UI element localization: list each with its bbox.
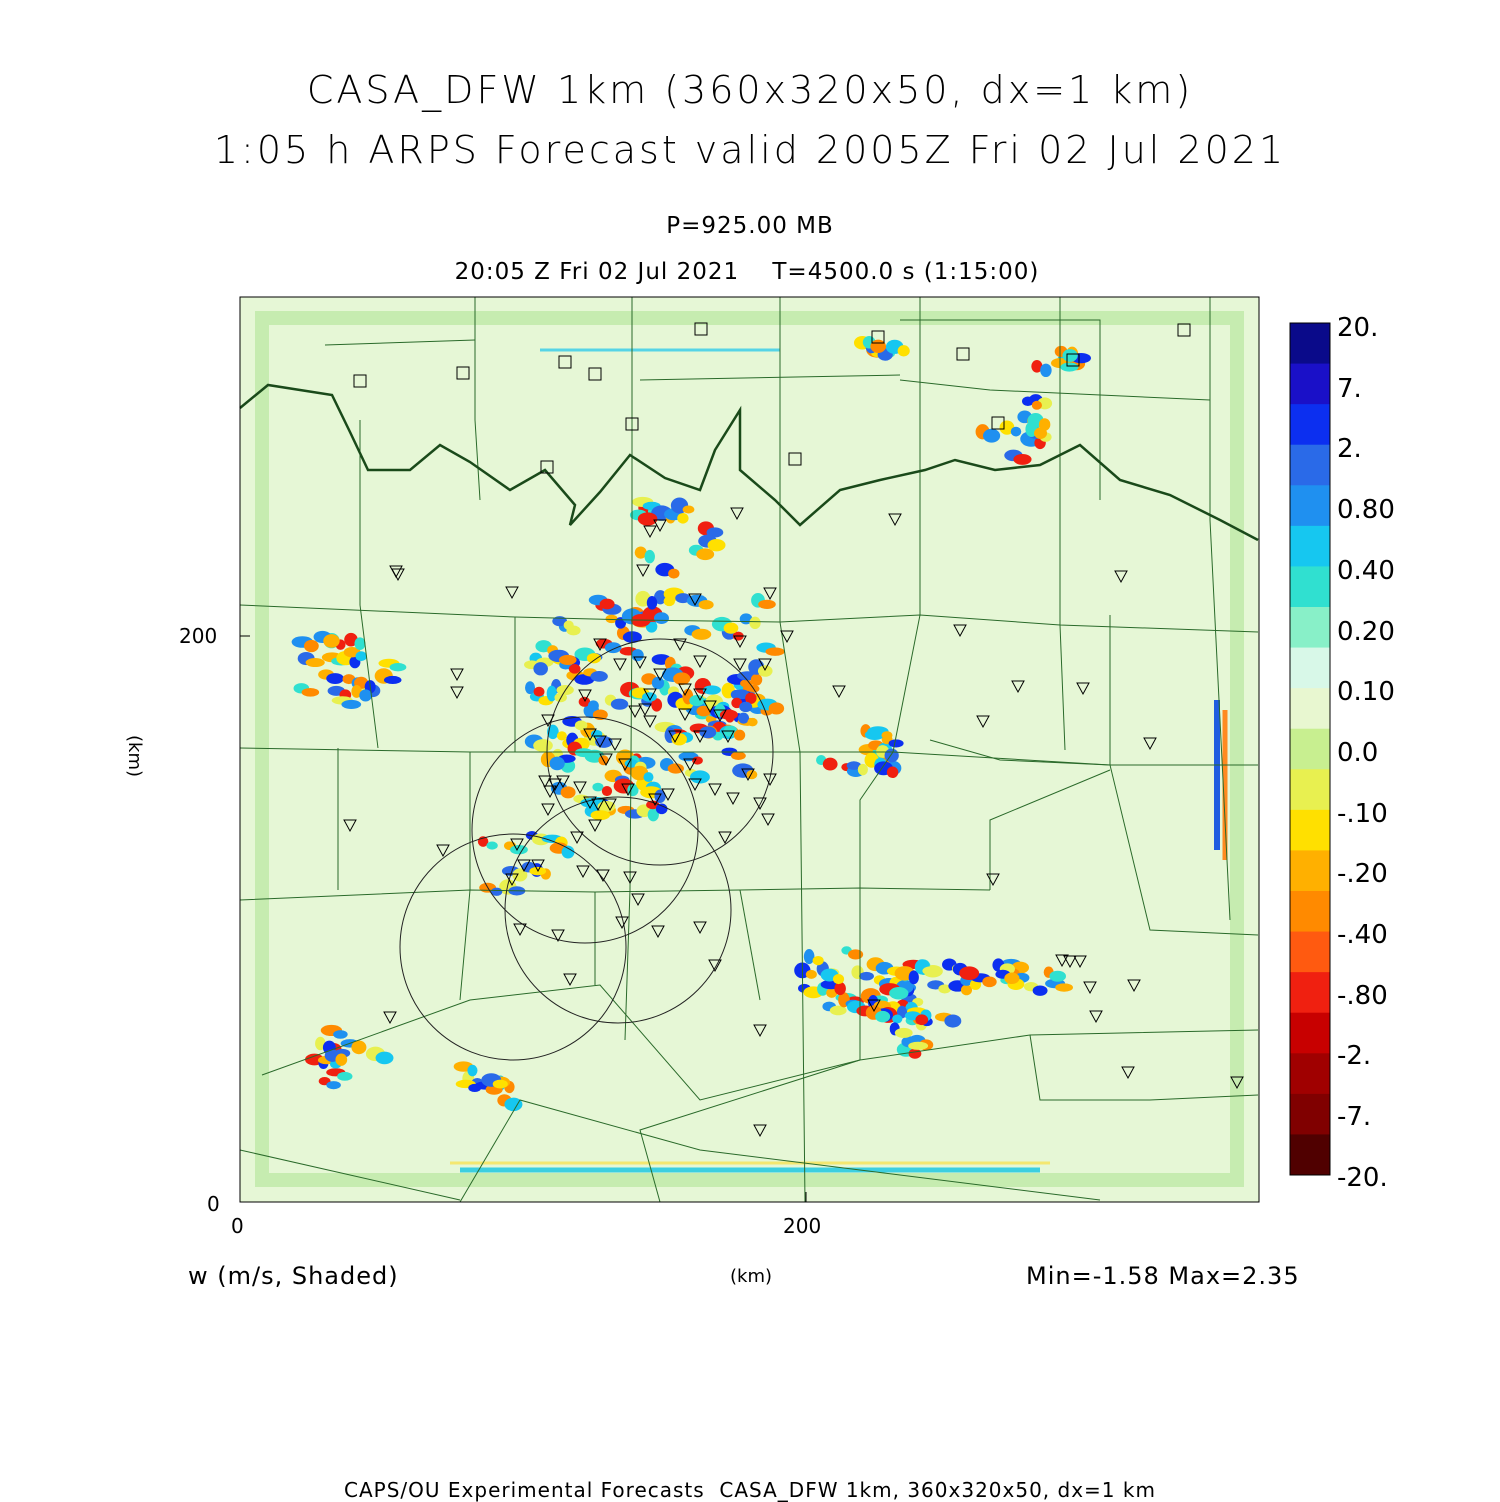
w-blob [983, 429, 1000, 443]
w-blob [982, 976, 996, 987]
w-blob [738, 713, 749, 724]
w-blob [959, 966, 979, 980]
w-blob [525, 681, 535, 694]
w-blob [602, 786, 612, 796]
colorbar-label: -.40 [1337, 920, 1388, 950]
w-blob [569, 664, 581, 674]
w-blob [493, 1080, 508, 1089]
colorbar-swatch [1290, 850, 1330, 891]
y-tick-0: 0 [207, 1192, 220, 1216]
w-blob [351, 1040, 366, 1054]
w-blob [575, 748, 593, 757]
w-blob [734, 730, 745, 741]
colorbar-label: 2. [1337, 434, 1362, 465]
colorbar-label: -7. [1337, 1102, 1372, 1133]
w-blob [1062, 349, 1077, 362]
colorbar-swatch [1290, 972, 1330, 1013]
w-blob [898, 345, 910, 356]
colorbar-label: -.20 [1337, 859, 1388, 890]
w-blob [302, 688, 320, 697]
w-blob [909, 1048, 922, 1058]
w-blob [654, 612, 669, 624]
w-blob [333, 1030, 348, 1039]
colorbar-swatch [1290, 648, 1330, 689]
title-line-1: CASA_DFW 1km (360x320x50, dx=1 km) [306, 68, 1194, 112]
w-blob [747, 718, 757, 726]
w-blob [668, 569, 679, 579]
w-blob [468, 1084, 481, 1092]
colorbar [1290, 323, 1330, 1176]
w-blob [643, 772, 653, 782]
w-blob [592, 783, 603, 792]
w-blob [337, 1072, 352, 1081]
x-tick-0: 0 [231, 1214, 244, 1238]
footer-credit: CAPS/OU Experimental Forecasts CASA_DFW 1km, 360x320x50, dx=1 km [344, 1478, 1156, 1502]
w-blob [1013, 454, 1031, 465]
w-blob [739, 702, 752, 712]
w-blob [1034, 427, 1047, 439]
colorbar-swatch [1290, 688, 1330, 729]
colorbar-label: 7. [1337, 373, 1362, 404]
colorbar-swatch [1290, 526, 1330, 567]
valid-time: 20:05 Z Fri 02 Jul 2021 T=4500.0 s (1:15:00) [454, 259, 1040, 285]
w-blob [561, 786, 576, 798]
w-blob [889, 739, 904, 747]
field-label: w (m/s, Shaded) [188, 1262, 399, 1290]
w-blob [591, 730, 602, 738]
w-blob [1040, 364, 1051, 377]
w-blob [758, 665, 773, 677]
w-blob [384, 676, 402, 684]
w-blob [683, 505, 695, 513]
w-blob [1060, 363, 1078, 372]
w-blob [746, 770, 757, 779]
w-blob [1032, 401, 1042, 410]
w-blob [656, 804, 668, 815]
w-blob [833, 974, 844, 984]
colorbar-label: -.10 [1337, 798, 1388, 829]
w-blob [751, 674, 762, 686]
w-blob [765, 647, 784, 656]
w-blob [875, 1011, 890, 1022]
w-blob [1055, 983, 1073, 991]
w-blob [1004, 973, 1019, 984]
w-blob [549, 757, 564, 771]
colorbar-label: 0.40 [1337, 555, 1395, 586]
plot-area [240, 297, 1259, 1202]
x-tick-200: 200 [783, 1214, 822, 1238]
colorbar-swatch [1290, 1094, 1330, 1135]
w-blob [908, 1042, 928, 1050]
colorbar-label: -.80 [1337, 980, 1388, 1011]
w-blob [323, 634, 339, 648]
w-blob [591, 810, 610, 820]
w-blob [823, 758, 838, 771]
x-axis-label: (km) [730, 1266, 773, 1287]
y-axis-label: (km) [124, 735, 145, 778]
w-blob [557, 731, 567, 740]
colorbar-swatch [1290, 891, 1330, 932]
w-blob [724, 623, 739, 634]
w-blob [647, 596, 657, 610]
colorbar-swatch [1290, 364, 1330, 405]
w-blob [590, 671, 607, 682]
colorbar-swatch [1290, 1053, 1330, 1094]
w-blob [638, 512, 658, 525]
w-blob [486, 842, 497, 850]
w-blob [642, 692, 657, 702]
w-blob [692, 629, 712, 640]
w-blob [1049, 971, 1066, 982]
colorbar-swatch [1290, 607, 1330, 648]
w-blob [611, 699, 628, 710]
w-blob [562, 846, 575, 859]
colorbar-swatch [1290, 404, 1330, 445]
w-blob [708, 539, 726, 551]
colorbar-label: 0.80 [1337, 495, 1395, 526]
w-blob [758, 600, 776, 609]
w-blob [769, 702, 784, 714]
colorbar-label: 0.0 [1337, 737, 1379, 768]
colorbar-swatch [1290, 485, 1330, 526]
w-blob [467, 1065, 477, 1077]
w-blob [677, 513, 688, 524]
w-blob [944, 1015, 961, 1028]
w-blob [534, 687, 545, 697]
w-blob [749, 617, 760, 629]
w-blob [355, 651, 366, 661]
w-blob [848, 949, 863, 959]
pressure-level: P=925.00 MB [666, 213, 834, 239]
w-blob [306, 658, 325, 667]
w-blob [858, 764, 868, 775]
w-blob [881, 731, 892, 739]
w-blob [806, 970, 817, 979]
w-blob [533, 739, 553, 752]
w-blob [588, 700, 599, 711]
w-blob [922, 966, 940, 975]
w-blob [699, 726, 716, 738]
colorbar-label: 0.20 [1337, 616, 1395, 647]
w-blob [390, 663, 407, 671]
colorbar-swatch [1290, 932, 1330, 973]
colorbar-label: -20. [1337, 1162, 1388, 1193]
title-line-2: 1:05 h ARPS Forecast valid 2005Z Fri 02 Jul 2021 [213, 128, 1287, 172]
colorbar-swatch [1290, 1013, 1330, 1054]
w-blob [335, 1054, 347, 1066]
colorbar-swatch [1290, 810, 1330, 851]
y-tick-200: 200 [179, 624, 218, 648]
w-blob [720, 710, 738, 720]
colorbar-swatch [1290, 323, 1330, 364]
w-blob [895, 1028, 913, 1038]
colorbar-swatch [1290, 445, 1330, 486]
w-blob [600, 599, 615, 610]
w-blob [559, 655, 577, 665]
w-blob [376, 1052, 394, 1065]
field-min-max: Min=-1.58 Max=2.35 [1026, 1262, 1300, 1290]
w-blob [859, 972, 874, 981]
w-blob [359, 689, 372, 701]
w-blob [915, 1014, 928, 1025]
w-blob [533, 662, 548, 675]
colorbar-swatch [1290, 769, 1330, 810]
colorbar-swatch [1290, 729, 1330, 770]
w-blob [304, 640, 319, 652]
w-blob [631, 649, 643, 661]
colorbar-swatch [1290, 1134, 1330, 1175]
w-blob [564, 620, 574, 629]
w-blob [885, 749, 899, 763]
w-blob [652, 677, 664, 689]
w-blob [645, 550, 655, 563]
w-blob [587, 653, 601, 663]
w-blob [1011, 427, 1022, 437]
w-blob [889, 987, 908, 999]
w-blob [326, 673, 344, 684]
w-blob [341, 700, 361, 709]
w-blob [699, 600, 714, 609]
w-blob [326, 1081, 341, 1089]
w-blob [673, 672, 690, 685]
colorbar-label: -2. [1337, 1041, 1372, 1072]
colorbar-label: 0.10 [1337, 677, 1395, 708]
w-blob [892, 1015, 902, 1024]
w-blob [887, 767, 898, 778]
colorbar-label: 20. [1337, 313, 1379, 343]
w-blob [813, 956, 824, 965]
colorbar-swatch [1290, 566, 1330, 607]
w-blob [1033, 986, 1048, 996]
w-blob [740, 679, 752, 687]
w-blob [731, 752, 746, 760]
